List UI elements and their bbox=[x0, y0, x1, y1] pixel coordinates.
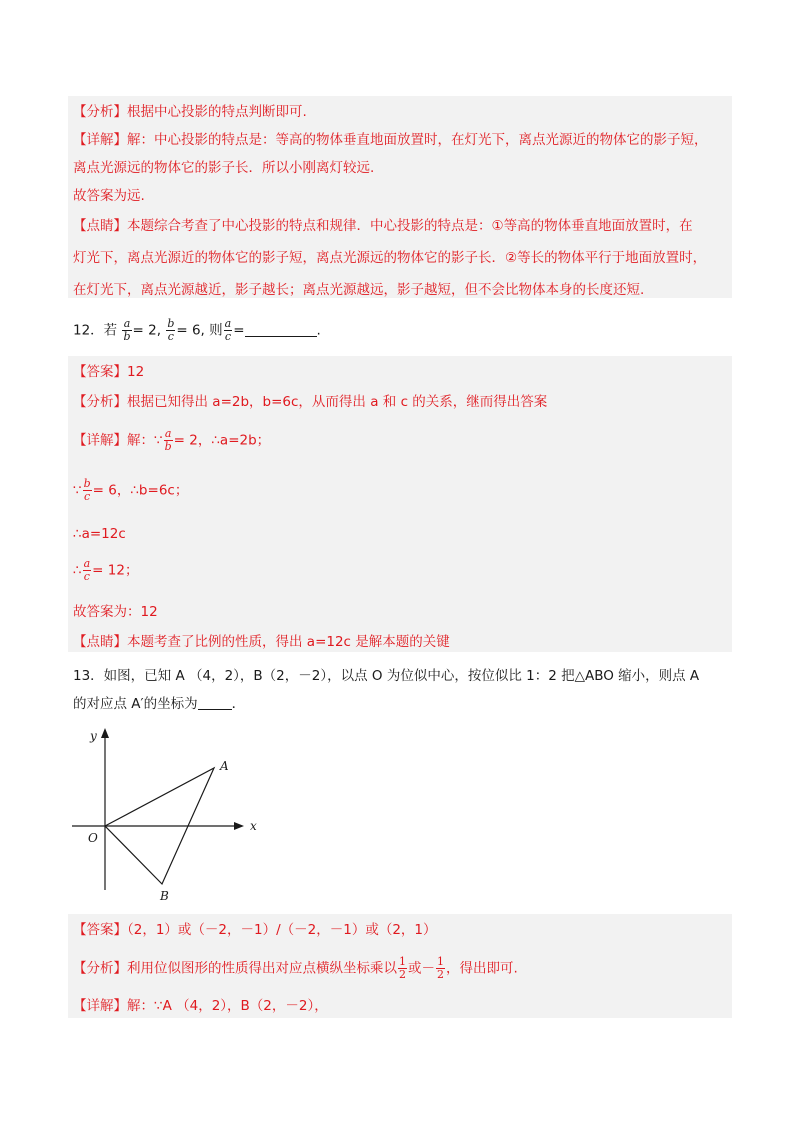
answer-value: 12 bbox=[127, 364, 145, 380]
q12-number: 12．若 bbox=[73, 322, 118, 339]
y-axis-arrow-icon bbox=[101, 728, 109, 738]
eq-12: = 12 bbox=[92, 562, 125, 579]
analysis-tag: 【分析】 bbox=[73, 394, 127, 410]
detail-tag: 【详解】 bbox=[73, 998, 127, 1014]
q11-comment-line-1 bbox=[73, 216, 693, 236]
coordinate-figure bbox=[66, 722, 276, 903]
analysis-text: 根据已知得出 a=2b，b=6c，从而得出 a 和 c 的关系，继而得出答案 bbox=[127, 394, 548, 410]
fraction-one-half: $\frac{1}{2}$ bbox=[399, 955, 406, 981]
point-b-label: B bbox=[160, 889, 169, 903]
q11-analysis-line bbox=[73, 102, 307, 122]
q13-end: ． bbox=[231, 696, 246, 712]
analysis-text: 根据中心投影的特点判断即可. bbox=[127, 104, 307, 120]
analysis-post: ，得出即可. bbox=[446, 960, 518, 977]
q13-detail-line bbox=[73, 996, 328, 1016]
detail-tag: 【详解】 bbox=[73, 132, 127, 148]
detail-prefix: 解：∵ bbox=[127, 432, 163, 449]
q11-detail-line-2: 离点光源远的物体它的影子长．所以小刚离灯较远. bbox=[73, 160, 375, 176]
step4-tail: ； bbox=[124, 562, 139, 579]
answer-text: （2，1）或（－2，－1）/（－2，－1）或（2，1） bbox=[127, 922, 437, 938]
analysis-tag: 【分析】 bbox=[73, 104, 127, 120]
fraction-a-c: $\frac{a}{c}$ bbox=[83, 557, 91, 583]
q13-analysis-line bbox=[73, 956, 518, 981]
fraction-a-b: $\frac{a}{b}$ bbox=[164, 427, 172, 453]
y-axis-label: y bbox=[90, 729, 97, 743]
fraction-one-half-neg: $\frac{1}{2}$ bbox=[437, 955, 444, 981]
q11-detail-line-1 bbox=[73, 130, 708, 150]
q12-analysis-line bbox=[73, 392, 547, 412]
origin-label: O bbox=[88, 831, 98, 845]
q13-line2-text: 的对应点 A′的坐标为 bbox=[73, 696, 198, 712]
q12-final-answer: 故答案为：12 bbox=[73, 604, 158, 620]
q12-answer-line bbox=[73, 362, 144, 382]
analysis-pre: 利用位似图形的性质得出对应点横纵坐标乘以 bbox=[127, 960, 397, 977]
analysis-mid: 或－ bbox=[408, 960, 435, 977]
q12-detail-line bbox=[73, 428, 270, 453]
detail-tag: 【详解】 bbox=[73, 432, 127, 449]
q13-answer-line bbox=[73, 920, 437, 940]
q12-fraction-a-b: $\frac{a}{b}$ bbox=[123, 317, 131, 343]
q12-question bbox=[73, 318, 321, 343]
comment-tag: 【点睛】 bbox=[73, 218, 127, 234]
point-a-label: A bbox=[220, 759, 229, 773]
step2-tail: ，∴b=6c； bbox=[116, 482, 189, 499]
x-axis-arrow-icon bbox=[234, 822, 244, 830]
q12-step-4 bbox=[73, 558, 138, 583]
therefore-symbol: ∴ bbox=[73, 562, 82, 579]
q11-comment-line-2: 灯光下，离点光源近的物体它的影子短，离点光源远的物体它的影子长．②等长的物体平行于地面放置时， bbox=[73, 250, 707, 266]
eq-2: = 2 bbox=[173, 432, 198, 449]
analysis-tag: 【分析】 bbox=[73, 960, 127, 977]
q13-question-line-2 bbox=[73, 694, 245, 714]
because-symbol: ∵ bbox=[73, 482, 82, 499]
detail-tail-1: ，∴a=2b； bbox=[197, 432, 271, 449]
comment-text: 本题考查了比例的性质，得出 a=12c 是解本题的关键 bbox=[127, 634, 450, 650]
q12-fraction-a-c: $\frac{a}{c}$ bbox=[224, 317, 232, 343]
q12-eq1: = 2, bbox=[132, 322, 162, 339]
q12-comment-line bbox=[73, 632, 450, 652]
q11-comment-line-3: 在灯光下，离点光源越近，影子越长；离点光源越远，影子越短，但不会比物体本身的长度还短. bbox=[73, 282, 645, 298]
q12-step-2 bbox=[73, 478, 188, 503]
answer-tag: 【答案】 bbox=[73, 922, 127, 938]
eq-6: = 6 bbox=[92, 482, 117, 499]
q12-then: 则 bbox=[209, 322, 223, 339]
comment-tag: 【点睛】 bbox=[73, 634, 127, 650]
fraction-b-c: $\frac{b}{c}$ bbox=[83, 477, 91, 503]
q12-eq2: = 6, bbox=[176, 322, 205, 339]
q12-answer-blank bbox=[245, 324, 317, 337]
detail-text-1: 解：中心投影的特点是：等高的物体垂直地面放置时，在灯光下，离点光源近的物体它的影子短， bbox=[127, 132, 708, 148]
detail-text: 解：∵A （4，2），B（2，－2）， bbox=[127, 998, 328, 1014]
q12-step-3: ∴a=12c bbox=[73, 526, 126, 542]
answer-tag: 【答案】 bbox=[73, 364, 127, 380]
q12-tail: = bbox=[233, 322, 245, 339]
q13-answer-blank bbox=[198, 697, 232, 710]
q13-question-line-1: 13．如图，已知 A （4，2），B（2，－2），以点 O 为位似中心，按位似比 1：2 把△ABO 缩小，则点 A bbox=[73, 668, 700, 684]
comment-text-1: 本题综合考查了中心投影的特点和规律．中心投影的特点是：①等高的物体垂直地面放置时，在 bbox=[127, 218, 693, 234]
q11-answer-line: 故答案为远. bbox=[73, 188, 145, 204]
x-axis-label: x bbox=[250, 819, 257, 833]
q12-fraction-b-c: $\frac{b}{c}$ bbox=[167, 317, 175, 343]
q12-end: . bbox=[316, 322, 321, 339]
